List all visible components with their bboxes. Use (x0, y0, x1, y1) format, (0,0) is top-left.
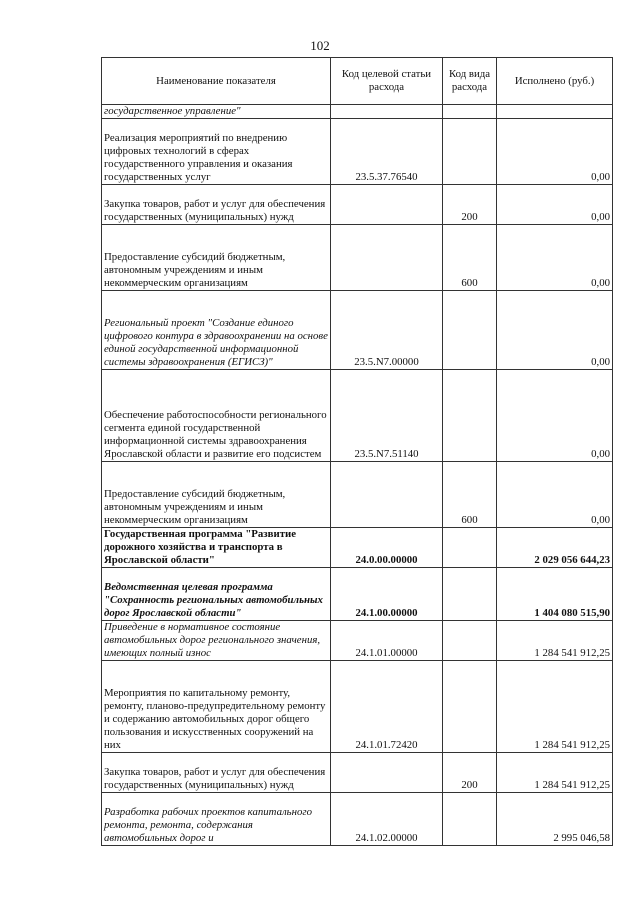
row-expense-type (443, 568, 497, 621)
row-name: Обеспечение работоспособности регионального сегмента единой государственной информационной системы здравоохранения Ярославской области и развитие его подсистем (102, 370, 331, 462)
expenditure-table (101, 57, 613, 846)
table-row (102, 568, 613, 621)
row-expense-type: 200 (443, 185, 497, 225)
row-expense-type (443, 528, 497, 568)
row-name: Предоставление субсидий бюджетным, автономным учреждениям и иным некоммерческим организациям (102, 225, 331, 291)
page-number: 102 (310, 38, 330, 53)
row-expense-type (443, 119, 497, 185)
row-target-code: 24.1.01.00000 (331, 621, 443, 661)
row-expense-type: 600 (443, 225, 497, 291)
header-executed: Исполнено (руб.) (497, 58, 613, 105)
row-name: Государственная программа "Развитие дорожного хозяйства и транспорта в Ярославской области" (102, 528, 331, 568)
row-expense-type: 200 (443, 753, 497, 793)
row-expense-type (443, 291, 497, 370)
row-expense-type (443, 793, 497, 846)
table-row (102, 370, 613, 462)
row-name: Разработка рабочих проектов капитального ремонта, ремонта, содержания автомобильных дорог и (102, 793, 331, 846)
row-target-code: 23.5.N7.00000 (331, 291, 443, 370)
row-executed-amount: 2 995 046,58 (497, 793, 613, 846)
row-name: Закупка товаров, работ и услуг для обеспечения государственных (муниципальных) нужд (102, 753, 331, 793)
table-row (102, 753, 613, 793)
row-expense-type (443, 661, 497, 753)
row-name: Закупка товаров, работ и услуг для обеспечения государственных (муниципальных) нужд (102, 185, 331, 225)
row-name: государственное управление" (102, 105, 331, 119)
row-executed-amount: 1 404 080 515,90 (497, 568, 613, 621)
row-executed-amount: 1 284 541 912,25 (497, 621, 613, 661)
header-expense-type: Код вида расхода (443, 58, 497, 105)
row-target-code (331, 753, 443, 793)
table-row (102, 225, 613, 291)
row-name: Мероприятия по капитальному ремонту, ремонту, планово-предупредительному ремонту и содержанию автомобильных дорог общего пользования и искусственных сооружений на них (102, 661, 331, 753)
row-name: Предоставление субсидий бюджетным, автономным учреждениям и иным некоммерческим организациям (102, 462, 331, 528)
row-target-code (331, 462, 443, 528)
row-target-code (331, 225, 443, 291)
row-target-code: 24.1.00.00000 (331, 568, 443, 621)
row-expense-type (443, 370, 497, 462)
table-row (102, 105, 613, 119)
row-name: Приведение в нормативное состояние автомобильных дорог регионального значения, имеющих полный износ (102, 621, 331, 661)
table-row (102, 291, 613, 370)
table-row (102, 793, 613, 846)
row-target-code: 23.5.N7.51140 (331, 370, 443, 462)
row-target-code: 24.1.01.72420 (331, 661, 443, 753)
table-row (102, 621, 613, 661)
table-row (102, 185, 613, 225)
table-header-row (102, 58, 613, 105)
header-target-code: Код целевой статьи расхода (331, 58, 443, 105)
row-expense-type (443, 621, 497, 661)
row-executed-amount: 0,00 (497, 291, 613, 370)
row-target-code: 24.1.02.00000 (331, 793, 443, 846)
table-row (102, 462, 613, 528)
row-executed-amount: 0,00 (497, 119, 613, 185)
row-executed-amount: 1 284 541 912,25 (497, 753, 613, 793)
row-target-code (331, 105, 443, 119)
row-target-code: 24.0.00.00000 (331, 528, 443, 568)
row-name: Реализация мероприятий по внедрению цифровых технологий в сферах государственного управления и оказания государственных услуг (102, 119, 331, 185)
row-executed-amount (497, 105, 613, 119)
table-row (102, 528, 613, 568)
row-name: Ведомственная целевая программа "Сохранность региональных автомобильных дорог Ярославской области" (102, 568, 331, 621)
table-row (102, 119, 613, 185)
row-executed-amount: 1 284 541 912,25 (497, 661, 613, 753)
row-executed-amount: 2 029 056 644,23 (497, 528, 613, 568)
row-expense-type: 600 (443, 462, 497, 528)
row-executed-amount: 0,00 (497, 370, 613, 462)
table-row (102, 661, 613, 753)
row-expense-type (443, 105, 497, 119)
row-target-code: 23.5.37.76540 (331, 119, 443, 185)
row-target-code (331, 185, 443, 225)
row-executed-amount: 0,00 (497, 462, 613, 528)
row-name: Региональный проект "Создание единого цифрового контура в здравоохранении на основе единой государственной информационной системы здравоохранения (ЕГИСЗ)" (102, 291, 331, 370)
row-executed-amount: 0,00 (497, 225, 613, 291)
header-name: Наименование показателя (102, 58, 331, 105)
row-executed-amount: 0,00 (497, 185, 613, 225)
